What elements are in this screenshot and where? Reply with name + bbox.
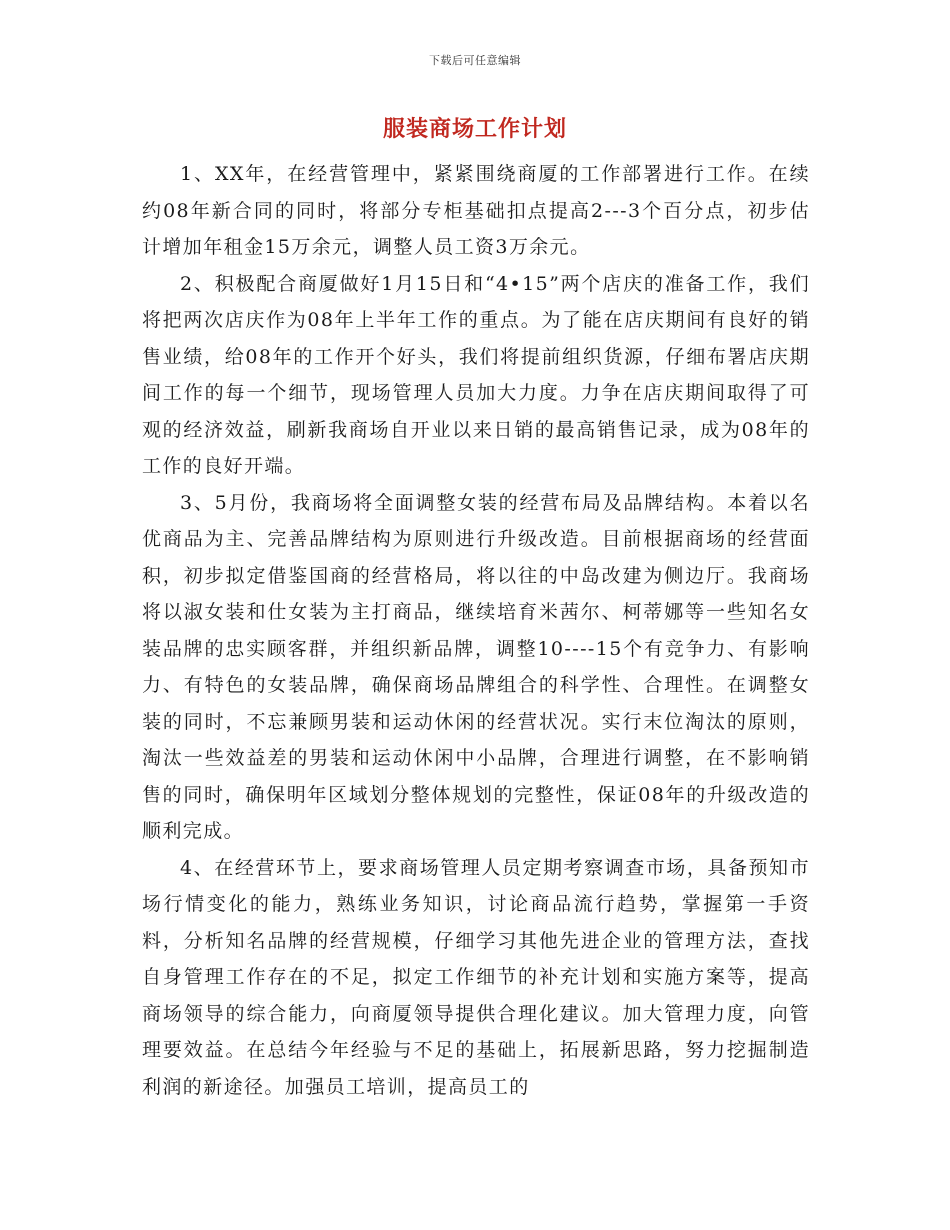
paragraph-4: 4、在经营环节上，要求商场管理人员定期考察调查市场，具备预知市场行情变化的能力，熟练业务知识，讨论商品流行趋势，掌握第一手资料，分析知名品牌的经营规模，仔细学习其他先进企业的管理方法，查找自身管理工作存在的不足，拟定工作细节的补充计划和实施方案等，提高商场领导的综合能力，向商厦领导提供合理化建议。加大管理力度，向管理要效益。在总结今年经验与不足的基础上，拓展新思路，努力挖掘制造利润的新途径。加强员工培训，提高员工的	[142, 856, 810, 1098]
paragraph-1: 1、XX年，在经营管理中，紧紧围绕商厦的工作部署进行工作。在续约08年新合同的同时，将部分专柜基础扣点提高2---3个百分点，初步估计增加年租金15万余元，调整人员工资3万余元。	[142, 163, 810, 258]
paragraph-2: 2、积极配合商厦做好1月15日和“4•15”两个店庆的准备工作，我们将把两次店庆作为08年上半年工作的重点。为了能在店庆期间有良好的销售业绩，给08年的工作开个好头，我们将提前组织货源，仔细布署店庆期间工作的每一个细节，现场管理人员加大力度。力争在店庆期间取得了可观的经济效益，刷新我商场自开业以来日销的最高销售记录，成为08年的工作的良好开端。	[142, 272, 810, 477]
document-title: 服装商场工作计划	[382, 116, 567, 142]
document-body	[142, 156, 810, 1105]
header-note: 下载后可任意编辑	[429, 54, 521, 67]
paragraph-3: 3、5月份，我商场将全面调整女装的经营布局及品牌结构。本着以名优商品为主、完善品牌结构为原则进行升级改造。目前根据商场的经营面积，初步拟定借鉴国商的经营格局，将以往的中岛改建为侧边厅。我商场将以淑女装和仕女装为主打商品，继续培育米茜尔、柯蒂娜等一些知名女装品牌的忠实顾客群，并组织新品牌，调整10----15个有竞争力、有影响力、有特色的女装品牌，确保商场品牌组合的科学性、合理性。在调整女装的同时，不忘兼顾男装和运动休闲的经营状况。实行末位淘汰的原则，淘汰一些效益差的男装和运动休闲中小品牌，合理进行调整，在不影响销售的同时，确保明年区域划分整体规划的完整性，保证08年的升级改造的顺利完成。	[142, 491, 810, 842]
